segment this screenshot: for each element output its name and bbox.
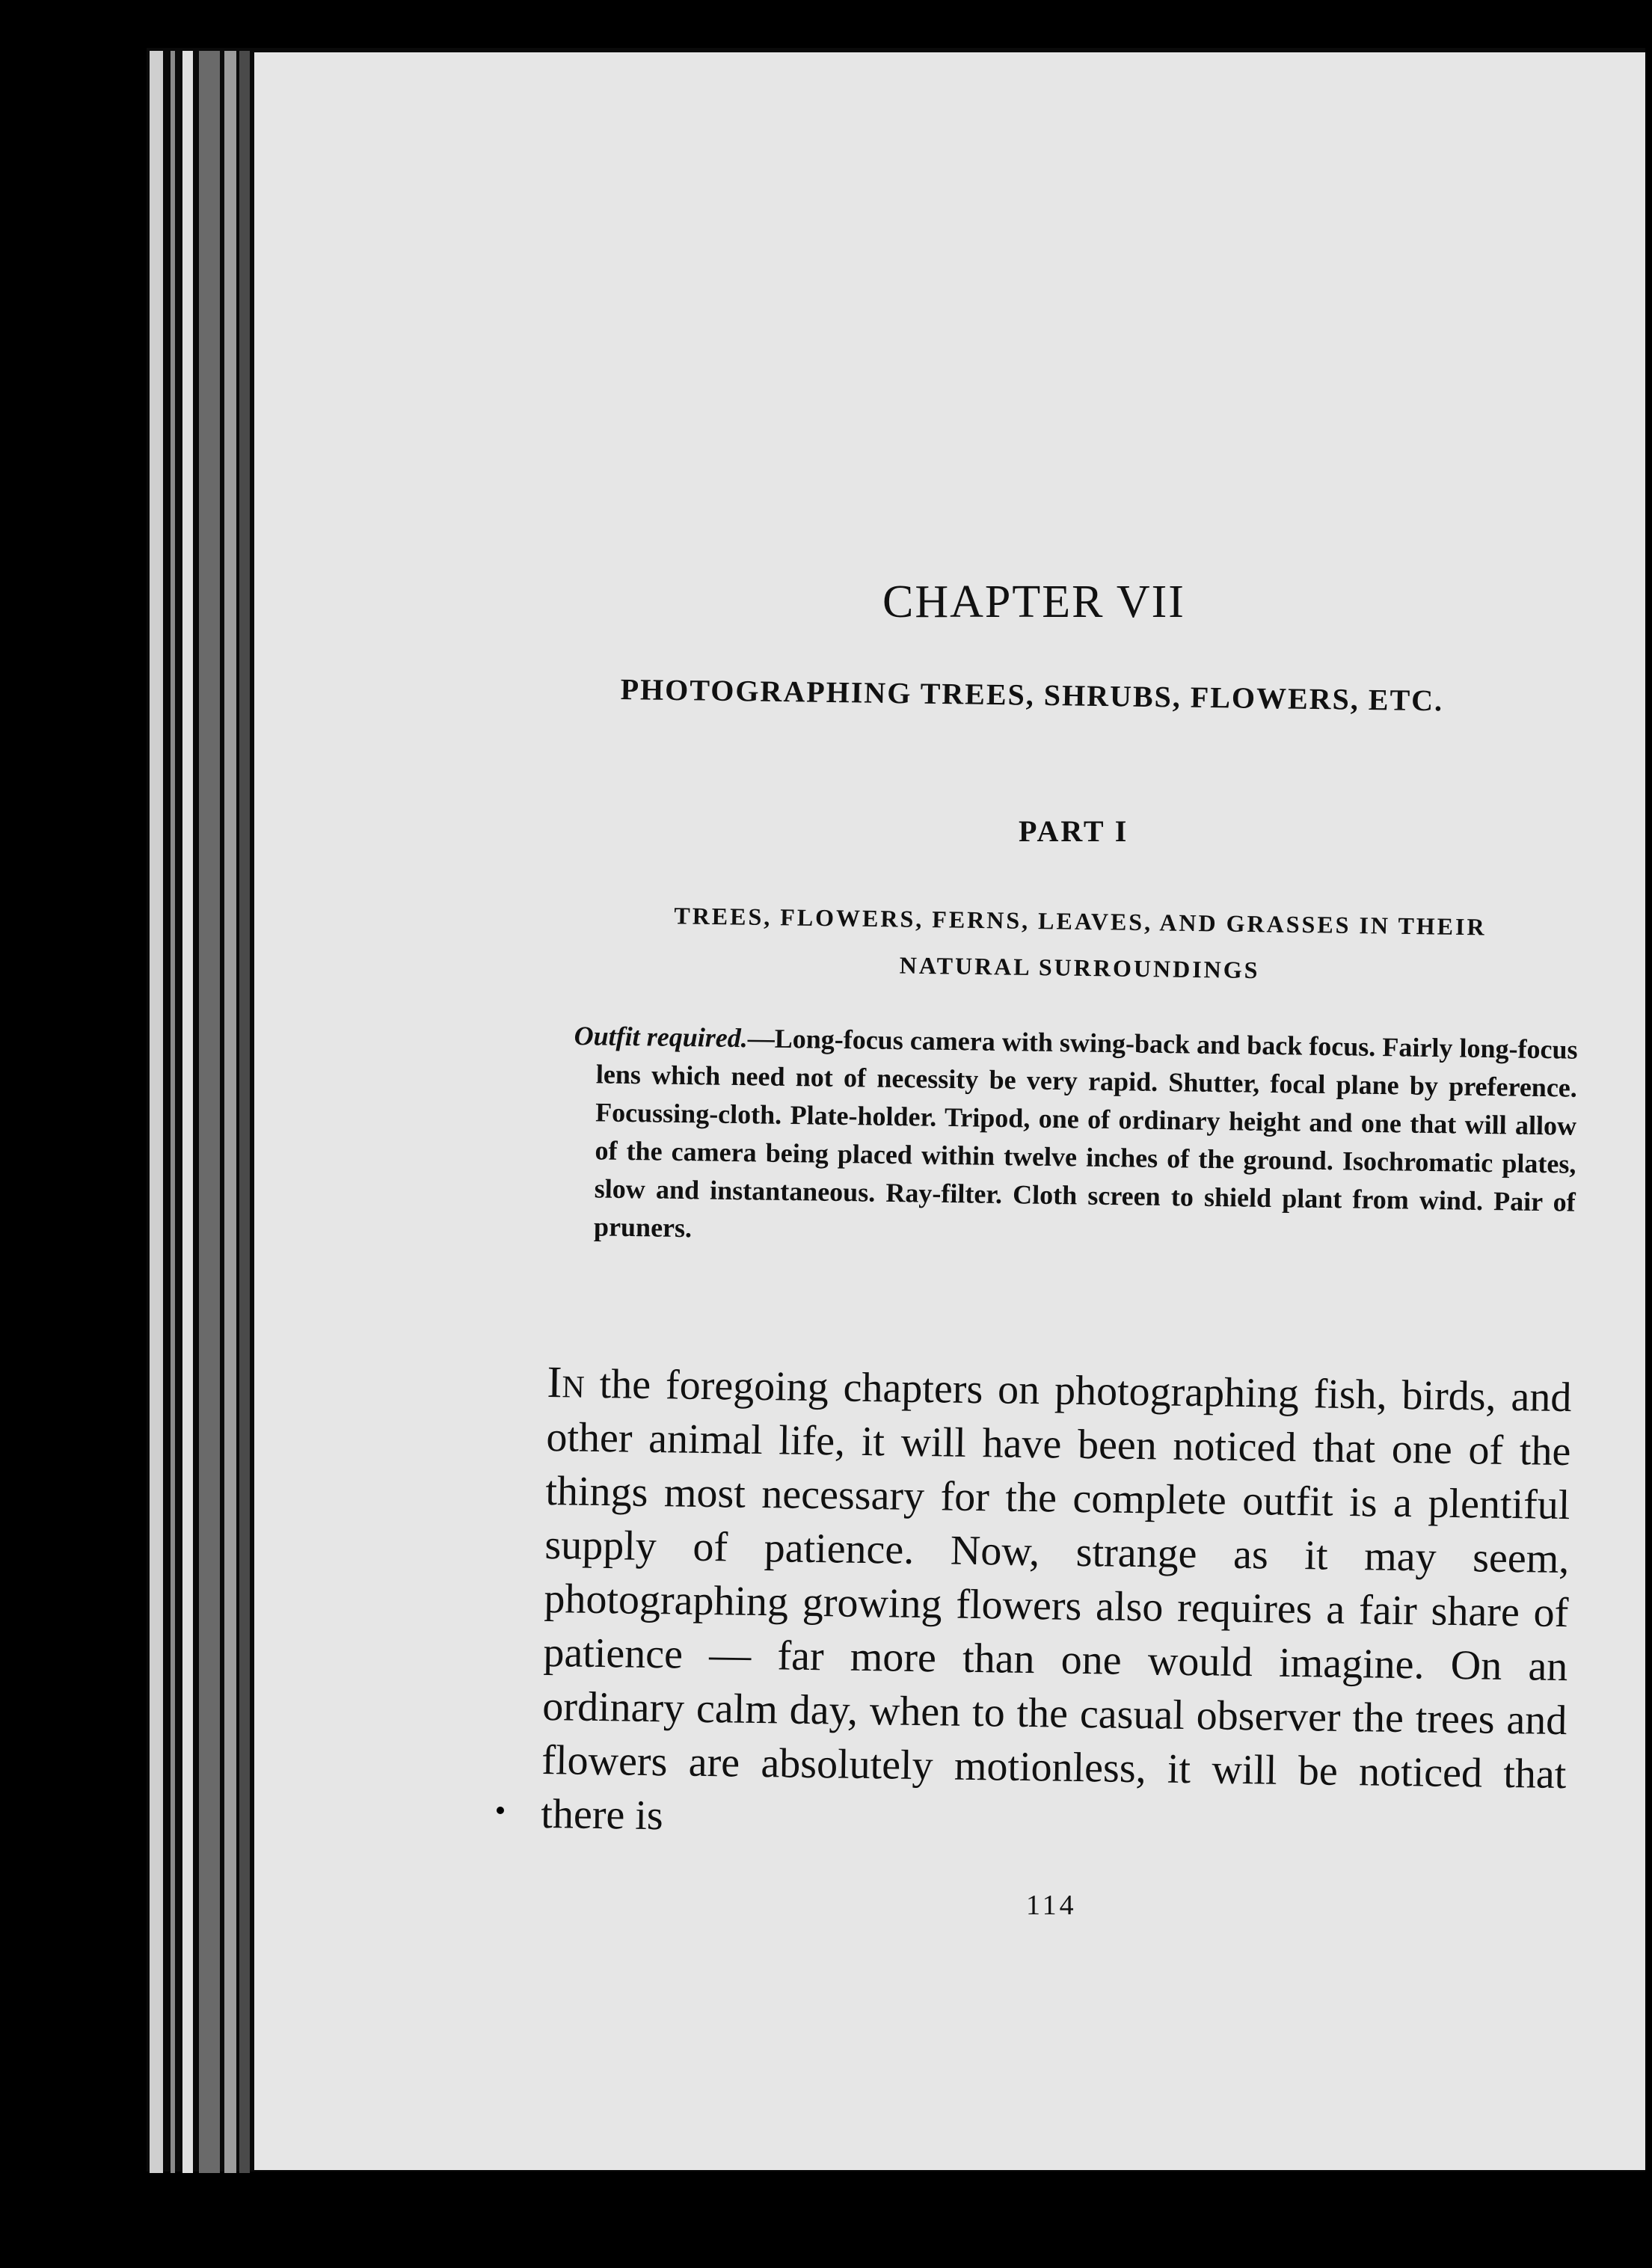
chapter-title: PHOTOGRAPHING TREES, SHRUBS, FLOWERS, ETC. bbox=[620, 672, 1444, 718]
spine-edge bbox=[171, 51, 175, 2173]
outfit-lead: Outfit required. bbox=[574, 1020, 749, 1054]
ink-speck bbox=[497, 1807, 504, 1814]
body-text: the foregoing chapters on photographing fish, birds, and other animal life, it will have been noticed that one of the things most necessary for the complete outfit is a plentiful supply of patience. Now, strange as it may seem, photographing growing flowers also requires a fair share of patience — far more than one would imagine. On an ordinary calm day, when to the casual observer the trees and flowers are absolutely motionless, it will be noticed that there is bbox=[540, 1360, 1572, 1840]
body-first-word: In bbox=[547, 1356, 586, 1407]
spine-edge bbox=[150, 51, 163, 2173]
spine-edge bbox=[199, 51, 220, 2173]
part-label: PART I bbox=[1019, 814, 1129, 848]
outfit-paragraph bbox=[571, 1017, 1578, 1260]
spine-edge bbox=[224, 51, 236, 2173]
spine-edge bbox=[182, 51, 193, 2173]
spine-edge bbox=[239, 51, 250, 2173]
body-paragraph bbox=[541, 1355, 1572, 1855]
outfit-text: —Long-focus camera with swing-back and back focus. Fairly long-focus lens which need not of necessity be very rapid. Shutter, focal plane by preference. Focussing-cloth. Plate-holder. Tripod, one of ordinary height and one that will allow of the camera being placed within twelve inches of the ground. Isochromatic plates, slow and instantaneous. Ray-filter. Cloth screen to shield plant from wind. Pair of pruners. bbox=[593, 1023, 1578, 1244]
page-number: 114 bbox=[1026, 1890, 1077, 1921]
part-subtitle: TREES, FLOWERS, FERNS, LEAVES, AND GRASSES IN THEIR NATURAL SURROUNDINGS bbox=[674, 902, 1487, 984]
chapter-number: CHAPTER VII bbox=[882, 577, 1185, 627]
